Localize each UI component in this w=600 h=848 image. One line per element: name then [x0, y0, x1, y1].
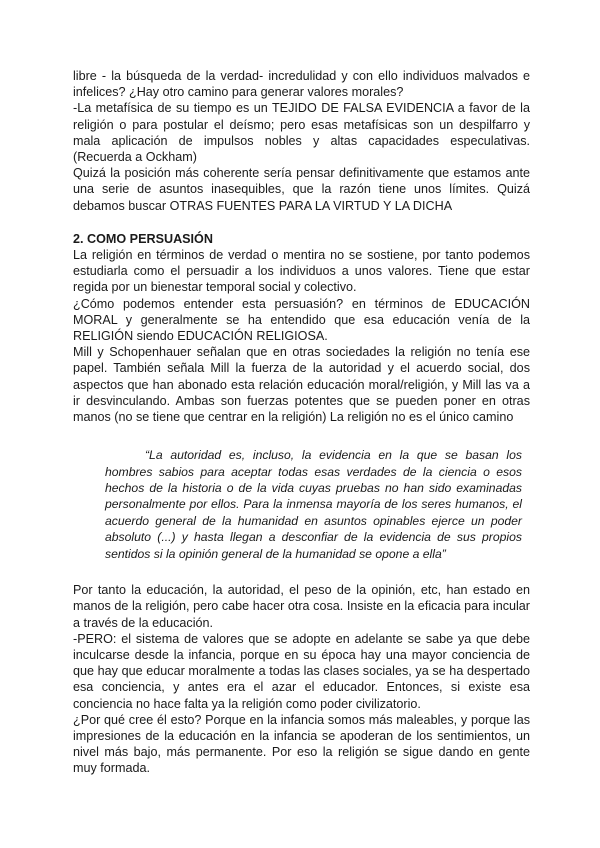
block-quote	[105, 447, 522, 562]
paragraph: libre - la búsqueda de la verdad- incredulidad y con ello individuos malvados e infelices? ¿Hay otro camino para generar valores morales?	[73, 69, 530, 100]
quote-text: “La autoridad es, incluso, la evidencia en la que se basan los hombres sabios para aceptar todas esas verdades de la ciencia o esos hechos de la historia o de la vida cuyas pruebas no han sido examinadas personalmente por ellos. Para la inmensa mayoría de los seres humanos, el acuerdo general de la humanidad en asuntos opinables ejerce un poder absoluto (...) y hasta llegan a desconfiar de la evidencia de sus propios sentidos si la opinión general de la humanidad se opone a ella”	[105, 448, 522, 561]
paragraph: -La metafísica de su tiempo es un TEJIDO DE FALSA EVIDENCIA a favor de la religión o para postular el deísmo; pero esas metafísicas son un despilfarro y mala aplicación de impulsos nobles y altas capacidades especulativas. (Recuerda a Ockham)	[73, 101, 530, 165]
paragraph: Quizá la posición más coherente sería pensar definitivamente que estamos ante una serie de asuntos inasequibles, que la razón tiene unos límites. Quizá debamos buscar OTRAS FUENTES PARA LA VIRTUD Y LA DICHA	[73, 166, 530, 213]
paragraph: Mill y Schopenhauer señalan que en otras sociedades la religión no tenía ese papel. También señala Mill la fuerza de la autoridad y el acuerdo social, dos aspectos que han abonado esta relación educación moral/religión, y Mill las va a ir desvinculando. Ambas son fuerzas potentes que se pueden poner en otras manos (no se tiene que centrar en la religión) La religión no es el único camino	[73, 345, 530, 425]
paragraph: Por tanto la educación, la autoridad, el peso de la opinión, etc, han estado en manos de la religión, pero cabe hacer otra cosa. Insiste en la eficacia para incular a través de la educación.	[73, 583, 530, 630]
section-heading: 2. COMO PERSUASIÓN	[73, 231, 213, 246]
paragraph: ¿Por qué cree él esto? Porque en la infancia somos más maleables, y porque las impresiones de la educación en la infancia se apoderan de los sentimientos, un nivel más bajo, más permanente. Por eso la religión se sigue dando en gente muy formada.	[73, 712, 530, 776]
paragraph: -PERO: el sistema de valores que se adopte en adelante se sabe ya que debe inculcarse desde la infancia, porque en su época hay una mayor conciencia de que hay que educar moralmente a todas las clases sociales, ya se ha despertado esa conciencia, y antes era el azar el educador. Entonces, si existe esa conciencia no hace falta ya la religión como poder civilizatorio.	[73, 631, 530, 711]
paragraph: La religión en términos de verdad o mentira no se sostiene, por tanto podemos estudiarla como el persuadir a los individuos a unos valores. Tiene que estar regida por un bienestar temporal social y colectivo.	[73, 248, 530, 295]
paragraph: ¿Cómo podemos entender esta persuasión? en términos de EDUCACIÓN MORAL y generalmente se ha entendido que esa educación venía de la RELIGIÓN siendo EDUCACIÓN RELIGIOSA.	[73, 296, 530, 344]
